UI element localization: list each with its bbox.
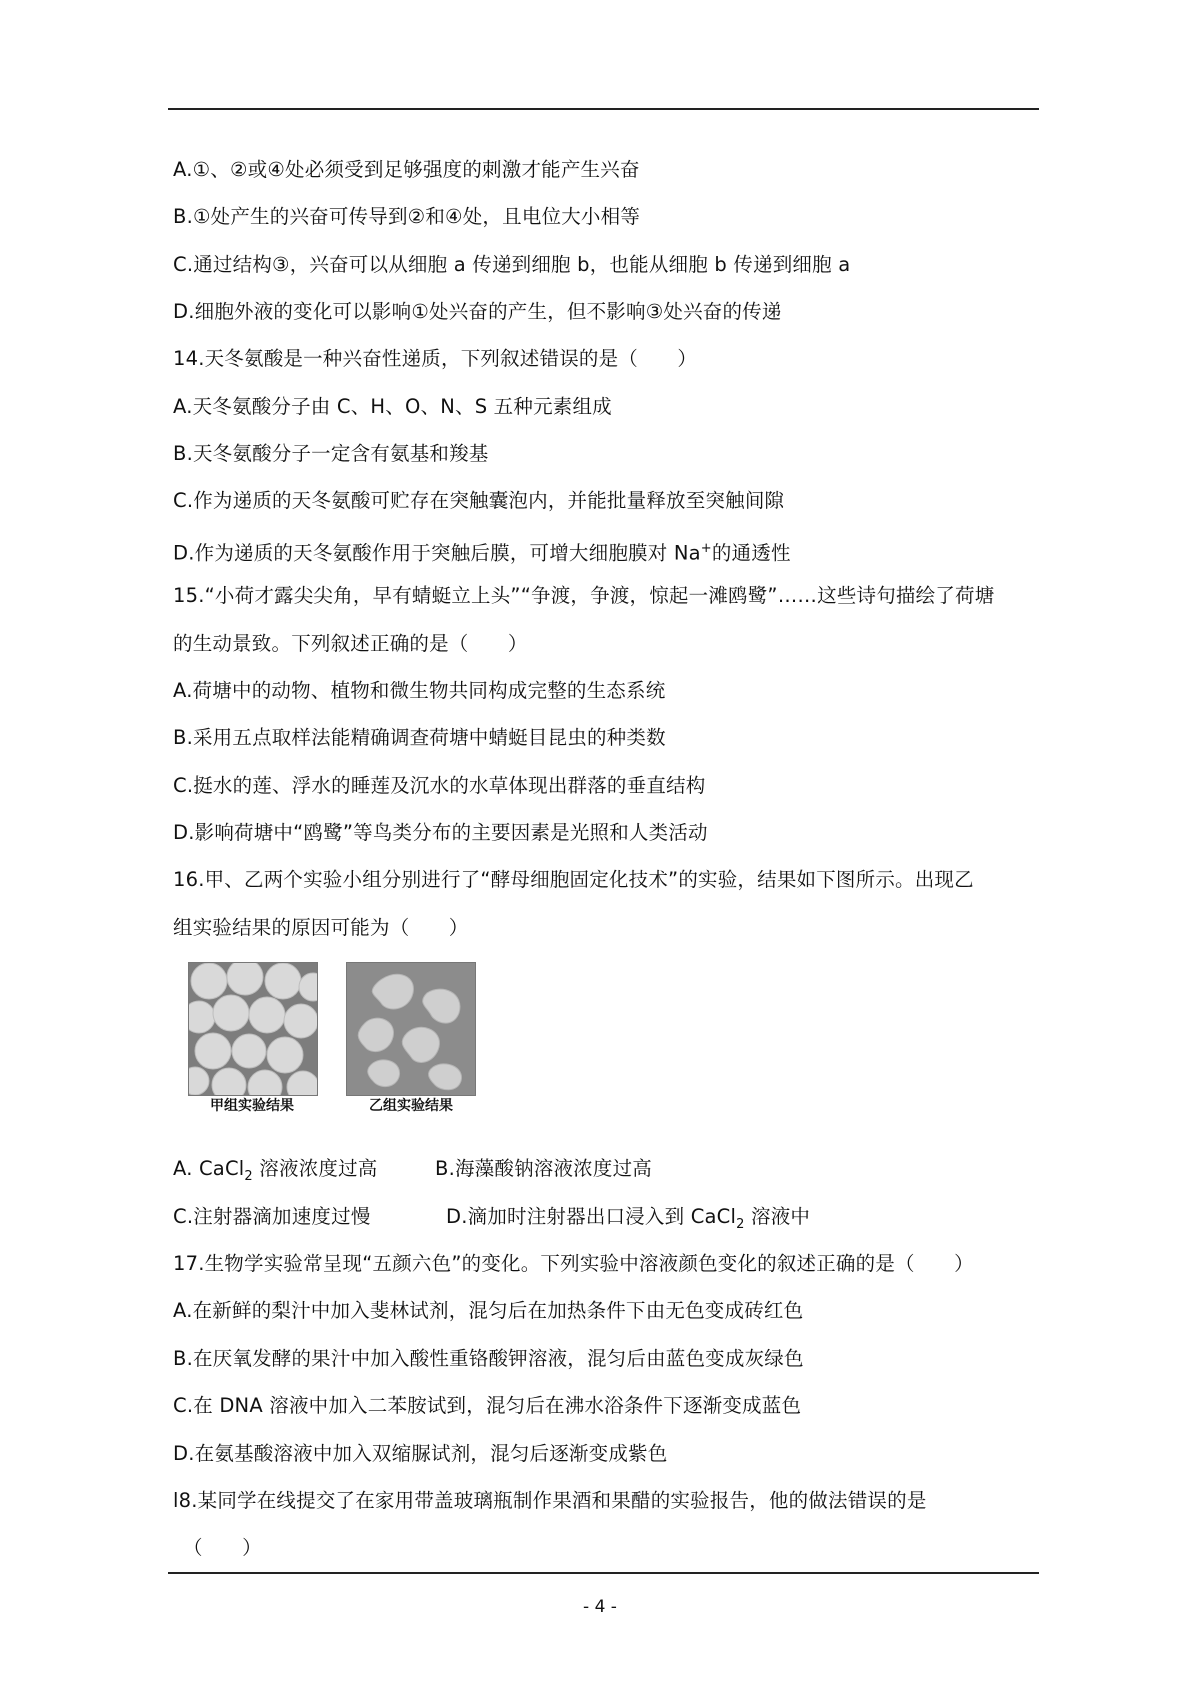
option-17a: A.在新鲜的梨汁中加入斐林试剂，混匀后在加热条件下由无色变成砖红色 <box>173 1299 804 1322</box>
option-16a <box>173 1157 378 1184</box>
option-13b: B.①处产生的兴奋可传导到②和④处，且电位大小相等 <box>173 205 641 228</box>
figure-jia-result <box>188 962 318 1096</box>
option-16d-text-end: 溶液中 <box>744 1205 811 1228</box>
option-16b: B.海藻酸钠溶液浓度过高 <box>435 1157 652 1180</box>
option-17b: B.在厌氧发酵的果汁中加入酸性重铬酸钾溶液，混匀后由蓝色变成灰绿色 <box>173 1347 804 1370</box>
option-14b: B.天冬氨酸分子一定含有氨基和羧基 <box>173 442 489 465</box>
na-superscript: + <box>700 541 712 556</box>
option-14c: C.作为递质的天冬氨酸可贮存在突触囊泡内，并能批量释放至突触间隙 <box>173 489 785 512</box>
option-16a-subscript: 2 <box>244 1168 253 1184</box>
beads-irregular-image <box>347 963 475 1095</box>
option-14a: A.天冬氨酸分子由 C、H、O、N、S 五种元素组成 <box>173 395 612 418</box>
question-18-line2: （ ） <box>183 1536 262 1559</box>
option-15d: D.影响荷塘中“鸥鹭”等鸟类分布的主要因素是光照和人类活动 <box>173 821 708 844</box>
question-15-line1: 15.“小荷才露尖尖角，早有蜻蜓立上头”“争渡，争渡，惊起一滩鸥鹭”……这些诗句描绘了荷塘 <box>173 584 995 607</box>
options-16-row1 <box>173 1155 378 1191</box>
question-14: 14.天冬氨酸是一种兴奋性递质，下列叙述错误的是（ ） <box>173 347 698 370</box>
option-13d: D.细胞外液的变化可以影响①处兴奋的产生，但不影响③处兴奋的传递 <box>173 300 782 323</box>
option-15a: A.荷塘中的动物、植物和微生物共同构成完整的生态系统 <box>173 679 666 702</box>
option-16c: C.注射器滴加速度过慢 <box>173 1205 371 1228</box>
option-13c: C.通过结构③，兴奋可以从细胞 a 传递到细胞 b，也能从细胞 b 传递到细胞 a <box>173 253 851 276</box>
figure-yi-result <box>346 962 476 1096</box>
question-18-line1: l8.某同学在线提交了在家用带盖玻璃瓶制作果酒和果醋的实验报告，他的做法错误的是 <box>173 1489 927 1512</box>
question-16-line2: 组实验结果的原因可能为（ ） <box>173 916 469 939</box>
option-16d-subscript: 2 <box>736 1216 745 1232</box>
option-14d-text: D.作为递质的天冬氨酸作用于突触后膜，可增大细胞膜对 Na <box>173 541 701 565</box>
option-15b: B.采用五点取样法能精确调查荷塘中蜻蜓目昆虫的种类数 <box>173 726 666 749</box>
figure-jia-caption: 甲组实验结果 <box>210 1098 294 1114</box>
option-16d-text: D.滴加时注射器出口浸入到 CaCl <box>446 1205 737 1228</box>
page-number: - 4 - <box>583 1597 617 1617</box>
header-rule <box>168 108 1039 110</box>
option-17c: C.在 DNA 溶液中加入二苯胺试到，混匀后在沸水浴条件下逐渐变成蓝色 <box>173 1394 802 1417</box>
figure-yi-caption: 乙组实验结果 <box>369 1098 453 1114</box>
option-15c: C.挺水的莲、浮水的睡莲及沉水的水草体现出群落的垂直结构 <box>173 774 706 797</box>
footer-rule <box>168 1572 1039 1574</box>
option-16d <box>446 1203 810 1239</box>
question-15-line2: 的生动景致。下列叙述正确的是（ ） <box>173 632 528 655</box>
beads-round-image <box>189 963 317 1095</box>
option-17d: D.在氨基酸溶液中加入双缩脲试剂，混匀后逐渐变成紫色 <box>173 1442 668 1465</box>
option-14d-text-end: 的通透性 <box>711 541 791 565</box>
option-13a: A.①、②或④处必须受到足够强度的刺激才能产生兴奋 <box>173 158 640 181</box>
option-16a-text-end: 溶液浓度过高 <box>252 1157 378 1180</box>
option-16a-text: A. CaCl <box>173 1157 245 1180</box>
question-17: 17.生物学实验常呈现“五颜六色”的变化。下列实验中溶液颜色变化的叙述正确的是（ ） <box>173 1252 974 1275</box>
question-16-line1: 16.甲、乙两个实验小组分别进行了“酵母细胞固定化技术”的实验，结果如下图所示。出现乙 <box>173 868 974 891</box>
option-14d <box>173 535 791 568</box>
